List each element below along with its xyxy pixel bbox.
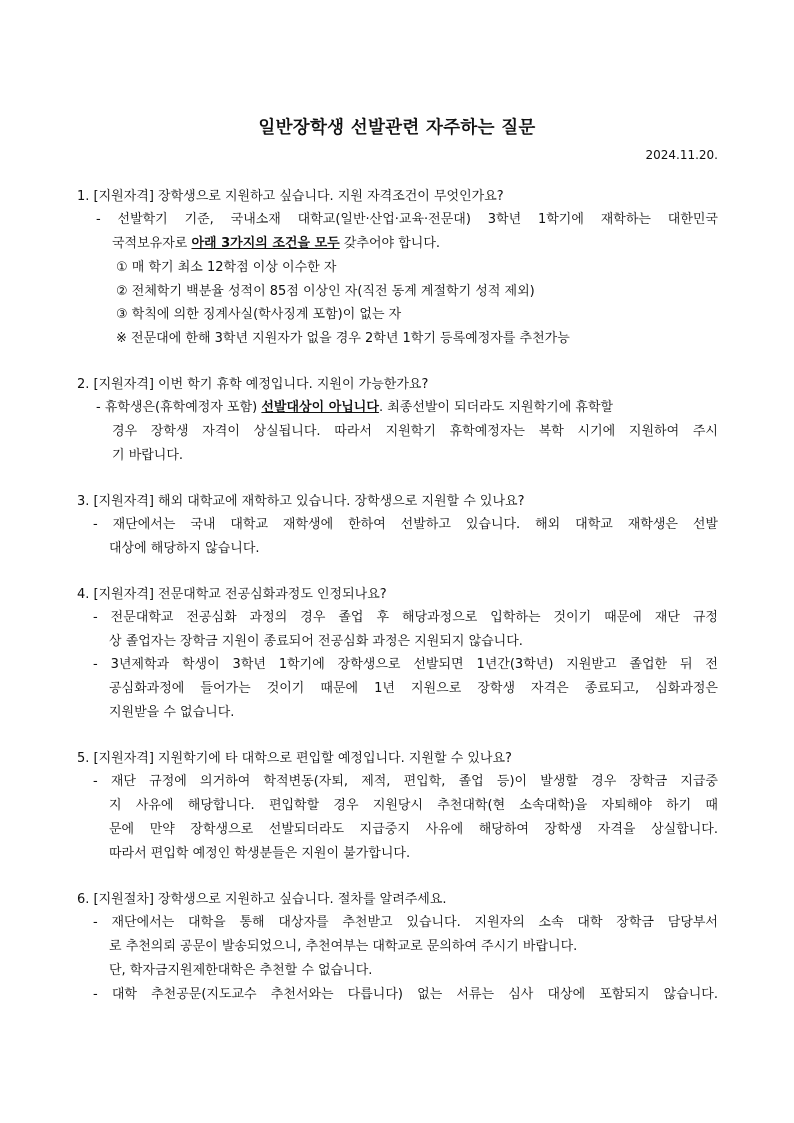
answer-6-line-3: 단, 학자금지원제한대학은 추천할 수 없습니다. xyxy=(109,963,373,978)
answer-6-line-1: - 재단에서는 대학을 통해 대상자를 추천받고 있습니다. 지원자의 소속 대학 장학금 담당부서 xyxy=(93,915,718,930)
question-2: 2. [지원자격] 이번 학기 휴학 예정입니다. 지원이 가능한가요? xyxy=(77,377,429,392)
question-1: 1. [지원자격] 장학생으로 지원하고 싶습니다. 지원 자격조건이 무엇인가요? xyxy=(77,189,504,204)
answer-2-line-2: 경우 장학생 자격이 상실됩니다. 따라서 지원학기 휴학예정자는 복학 시기에 지원하여 주시 xyxy=(112,424,718,439)
answer-5-line-4: 따라서 편입학 예정인 학생분들은 지원이 불가합니다. xyxy=(109,846,411,861)
question-3: 3. [지원자격] 해외 대학교에 재학하고 있습니다. 장학생으로 지원할 수 있나요? xyxy=(77,494,525,509)
answer-2-line-1-end: . 최종선발이 되더라도 지원학기에 휴학할 xyxy=(378,400,614,415)
answer-6b-line-1: - 대학 추천공문(지도교수 추천서와는 다릅니다) 없는 서류는 심사 대상에 포함되지 않습니다. xyxy=(93,987,718,1002)
question-5: 5. [지원자격] 지원학기에 타 대학으로 편입할 예정입니다. 지원할 수 있나요? xyxy=(77,751,512,766)
answer-2-line-1-start: - 휴학생은(휴학예정자 포함) xyxy=(96,400,262,415)
answer-1-line-2 xyxy=(112,236,440,252)
question-4: 4. [지원자격] 전문대학교 전공심화과정도 인정되나요? xyxy=(77,587,387,602)
document-date: 2024.11.20. xyxy=(645,148,718,162)
answer-5-line-3: 문에 만약 장학생으로 선발되더라도 지급중지 사유에 해당하여 장학생 자격을 상실합니다. xyxy=(109,822,718,837)
answer-5-line-2: 지 사유에 해당합니다. 편입학할 경우 지원당시 추천대학(현 소속대학)을 자퇴해야 하기 때 xyxy=(109,798,718,813)
answer-1-emphasis: 아래 3가지의 조건을 모두 xyxy=(191,236,340,251)
answer-4-line-1: - 전문대학교 전공심화 과정의 경우 졸업 후 해당과정으로 입학하는 것이기 때문에 재단 규정 xyxy=(93,610,718,625)
answer-6-line-2: 로 추천의뢰 공문이 발송되었으니, 추천여부는 대학교로 문의하여 주시기 바랍니다. xyxy=(109,939,578,954)
answer-2-line-1 xyxy=(96,400,613,416)
answer-5-line-1: - 재단 규정에 의거하여 학적변동(자퇴, 제적, 편입학, 졸업 등)이 발생할 경우 장학금 지급중 xyxy=(93,774,718,789)
answer-2-line-3: 기 바랍니다. xyxy=(112,448,184,463)
answer-2-emphasis: 선발대상이 아닙니다 xyxy=(261,400,379,415)
condition-2: ② 전체학기 백분율 성적이 85점 이상인 자(직전 동계 계절학기 성적 제외) xyxy=(116,284,535,299)
condition-3: ③ 학칙에 의한 징계사실(학사징계 포함)이 없는 자 xyxy=(116,307,402,322)
condition-1: ① 매 학기 최소 12학점 이상 이수한 자 xyxy=(116,260,337,275)
answer-4b-line-1: - 3년제학과 학생이 3학년 1학기에 장학생으로 선발되면 1년간(3학년) 지원받고 졸업한 뒤 전 xyxy=(93,657,718,672)
page-title: 일반장학생 선발관련 자주하는 질문 xyxy=(258,118,536,138)
condition-note: ※ 전문대에 한해 3학년 지원자가 없을 경우 2학년 1학기 등록예정자를 추천가능 xyxy=(116,331,570,346)
answer-1-line-2-end: 갖추어야 합니다. xyxy=(339,236,441,251)
answer-4b-line-2: 공심화과정에 들어가는 것이기 때문에 1년 지원으로 장학생 자격은 종료되고, 심화과정은 xyxy=(109,681,718,696)
question-6: 6. [지원절차] 장학생으로 지원하고 싶습니다. 절차를 알려주세요. xyxy=(77,892,447,907)
answer-3-line-1: - 재단에서는 국내 대학교 재학생에 한하여 선발하고 있습니다. 해외 대학교 재학생은 선발 xyxy=(93,517,718,532)
answer-1-line-1: - 선발학기 기준, 국내소재 대학교(일반·산업·교육·전문대) 3학년 1학기에 재학하는 대한민국 xyxy=(96,212,718,227)
answer-4-line-2: 상 졸업자는 장학금 지원이 종료되어 전공심화 과정은 지원되지 않습니다. xyxy=(109,634,523,649)
answer-4b-line-3: 지원받을 수 없습니다. xyxy=(109,705,235,720)
answer-1-line-2-start: 국적보유자로 xyxy=(112,236,192,251)
answer-3-line-2: 대상에 해당하지 않습니다. xyxy=(109,541,260,556)
